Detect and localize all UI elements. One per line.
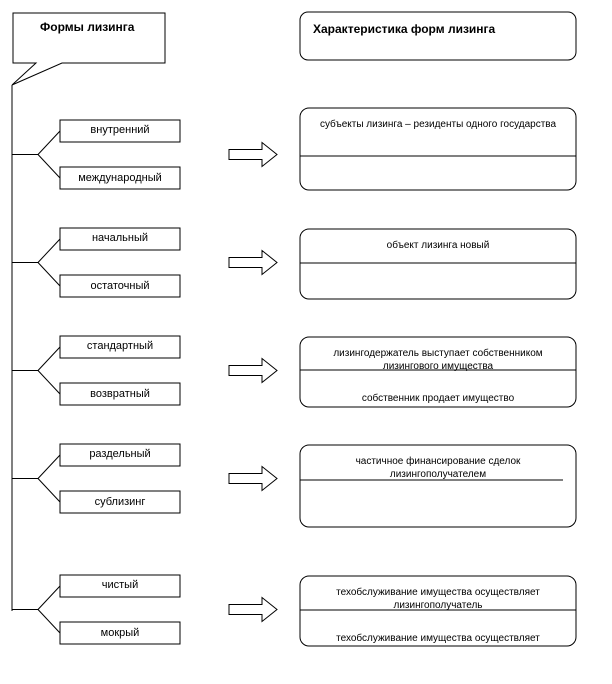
description-text-top: частичное финансирование сделок лизингополучателем	[355, 456, 521, 480]
block-arrow	[229, 467, 277, 491]
form-label-bottom: мокрый	[100, 627, 140, 639]
form-label-top: внутренний	[90, 124, 150, 136]
form-label-bottom: международный	[78, 172, 162, 184]
description-text-bottom	[318, 392, 558, 398]
form-label-bottom: возвратный	[90, 388, 150, 400]
description-text-top: лизингодержатель выступает собственником лизингового имущества	[333, 348, 543, 372]
form-label-bottom: сублизинг	[94, 496, 146, 508]
branch-connector	[38, 131, 60, 155]
branch-connector	[38, 263, 60, 287]
branch-connector	[38, 586, 60, 610]
description-text-top: техобслуживание имущества осуществляет лизингополучатель	[336, 587, 540, 611]
branch-connector	[38, 371, 60, 395]
branch-connector	[38, 479, 60, 503]
form-label-top: стандартный	[86, 340, 154, 352]
form-label-bottom: остаточный	[90, 280, 150, 292]
block-arrow	[229, 359, 277, 383]
branch-connector	[38, 347, 60, 371]
description-text-top: объект лизинга новый	[386, 240, 490, 251]
block-arrow	[229, 598, 277, 622]
right-header-box	[300, 12, 576, 60]
branch-connector	[38, 155, 60, 179]
description-text-bottom	[318, 632, 558, 638]
description-text-top: субъекты лизинга – резиденты одного государства	[319, 119, 557, 130]
left-header-title: Формы лизинга	[40, 20, 135, 34]
block-arrow	[229, 251, 277, 275]
form-label-top: чистый	[101, 579, 139, 591]
form-label-top: раздельный	[89, 448, 151, 460]
form-label-top: начальный	[91, 232, 149, 244]
block-arrow	[229, 143, 277, 167]
right-header-title: Характеристика форм лизинга	[313, 22, 496, 36]
branch-connector	[38, 610, 60, 634]
branch-connector	[38, 239, 60, 263]
branch-connector	[38, 455, 60, 479]
